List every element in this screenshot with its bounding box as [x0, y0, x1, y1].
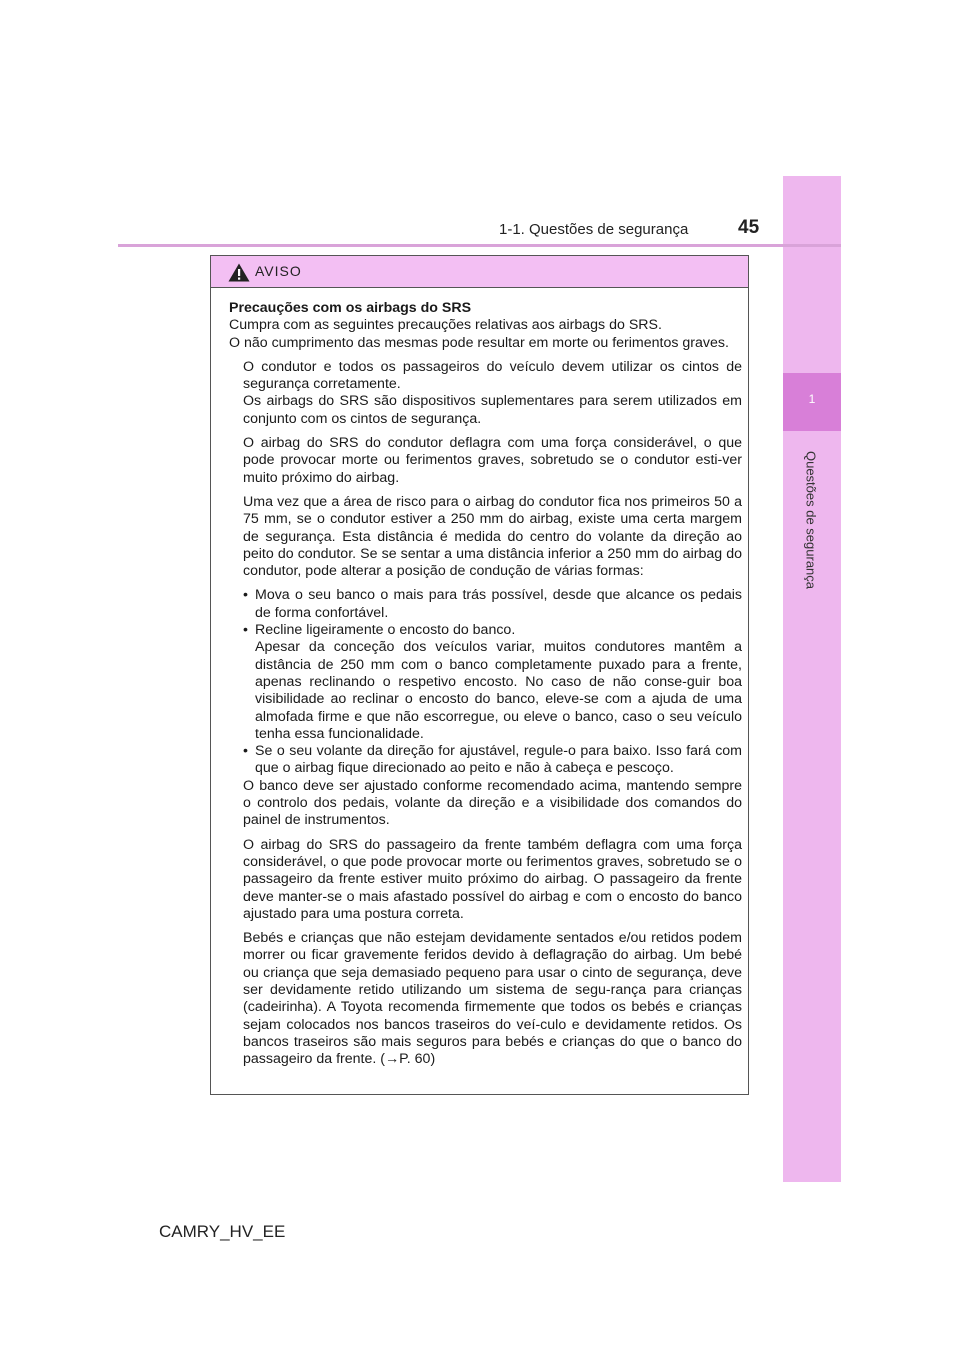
bullet-mark: • — [243, 743, 248, 760]
warning-item-1a: O condutor e todos os passageiros do veículo devem utilizar os cintos de segurança corretamente. — [243, 358, 742, 393]
chapter-side-tab — [783, 176, 841, 1182]
warning-label: AVISO — [255, 263, 302, 279]
warning-item-3: Uma vez que a área de risco para o airbag do condutor fica nos primeiros 50 a 75 mm, se o condutor estiver a 250 mm do airbag, existe uma certa margem de segurança. Esta distância é medida do centro do volante da direção ao peito do condutor. Se se sentar a uma distância inferior a 250 mm do airbag do condutor, pode alterar a posição de condução de várias formas: — [243, 493, 742, 580]
bullet-mark: • — [243, 587, 248, 604]
warning-item-4: O airbag do SRS do passageiro da frente também deflagra com uma força considerável, o que pode provocar morte ou ferimentos graves, sobretudo se o passageiro da frente estiver muito próximo do airbag. O passageiro da frente deve manter-se o mais afastado possível do airbag e com o encosto do banco ajustado para uma postura correta. — [243, 836, 742, 922]
section-title: 1-1. Questões de segurança — [499, 221, 689, 238]
warning-box — [210, 255, 749, 1095]
warning-body — [211, 288, 748, 1068]
warning-intro-1: Cumpra com as seguintes precauções relativas aos airbags do SRS. — [229, 317, 662, 334]
warning-header — [211, 256, 748, 288]
warning-item-2: O airbag do SRS do condutor deflagra com uma força considerável, o que pode provocar morte ou ferimentos graves, sobretudo se o condutor esti-ver muito próximo do airbag. — [243, 435, 742, 486]
header-rule — [118, 244, 841, 247]
bullet-mark: • — [243, 622, 248, 639]
bullet-text-3: Se o seu volante da direção for ajustável, regule-o para baixo. Isso fará com que o airbag fique direcionado ao peito e não à cabeça e pescoço. — [255, 743, 742, 777]
bullet-item-1 — [243, 587, 742, 622]
chapter-label: Questões de segurança — [803, 450, 819, 590]
model-code: CAMRY_HV_EE — [159, 1222, 286, 1241]
bullet-item-2 — [243, 622, 742, 743]
warning-item-3-end: O banco deve ser ajustado conforme recomendado acima, mantendo sempre o controlo dos pedais, volante da direção e a visibilidade dos comandos do painel de instrumentos. — [243, 777, 742, 829]
bullet-item-3 — [243, 743, 742, 778]
page-number: 45 — [738, 217, 760, 238]
chapter-number: 1 — [808, 392, 816, 406]
warning-triangle-icon — [228, 263, 250, 282]
warning-title: Precauções com os airbags do SRS — [229, 300, 472, 316]
warning-bullet-list — [229, 587, 742, 829]
bullet-text-2: Recline ligeiramente o encosto do banco. — [255, 622, 516, 639]
warning-intro-2: O não cumprimento das mesmas pode resultar em morte ou ferimentos graves. — [229, 334, 729, 351]
warning-item-5: Bebés e crianças que não estejam devidamente sentados e/ou retidos podem morrer ou ficar gravemente feridos devido à deflagração do airbag. Um bebé ou criança que seja demasiado pequeno para usar o cinto de segurança, deve ser devidamente retido utilizando um sistema de segu-rança para crianças (cadeirinha). A Toyota recomenda firmemente que todos os bebés e crianças sejam colocados nos bancos traseiros do veí-culo e devidamente retidos. Os bancos traseiros são mais seguros para bebés e crianças do que o banco do passageiro da frente. (→P. 60) — [243, 930, 742, 1068]
bullet-text-1: Mova o seu banco o mais para trás possível, desde que alcance os pedais de forma confortável. — [255, 587, 742, 621]
warning-item-1b: Os airbags do SRS são dispositivos suplementares para serem utilizados em conjunto com os cintos de segurança. — [243, 393, 742, 427]
bullet-detail-2: Apesar da conceção dos veículos variar, muitos condutores mantêm a distância de 250 mm com o banco completamente puxado para a frente, apenas reclinando o respetivo encosto. No caso de não conse-guir boa visibilidade ao reclinar o encosto do banco, eleve-se com a ajuda de uma almofada firme e que não escorregue, ou eleve o banco, caso o seu veículo tenha essa funcionalidade. — [255, 639, 742, 742]
